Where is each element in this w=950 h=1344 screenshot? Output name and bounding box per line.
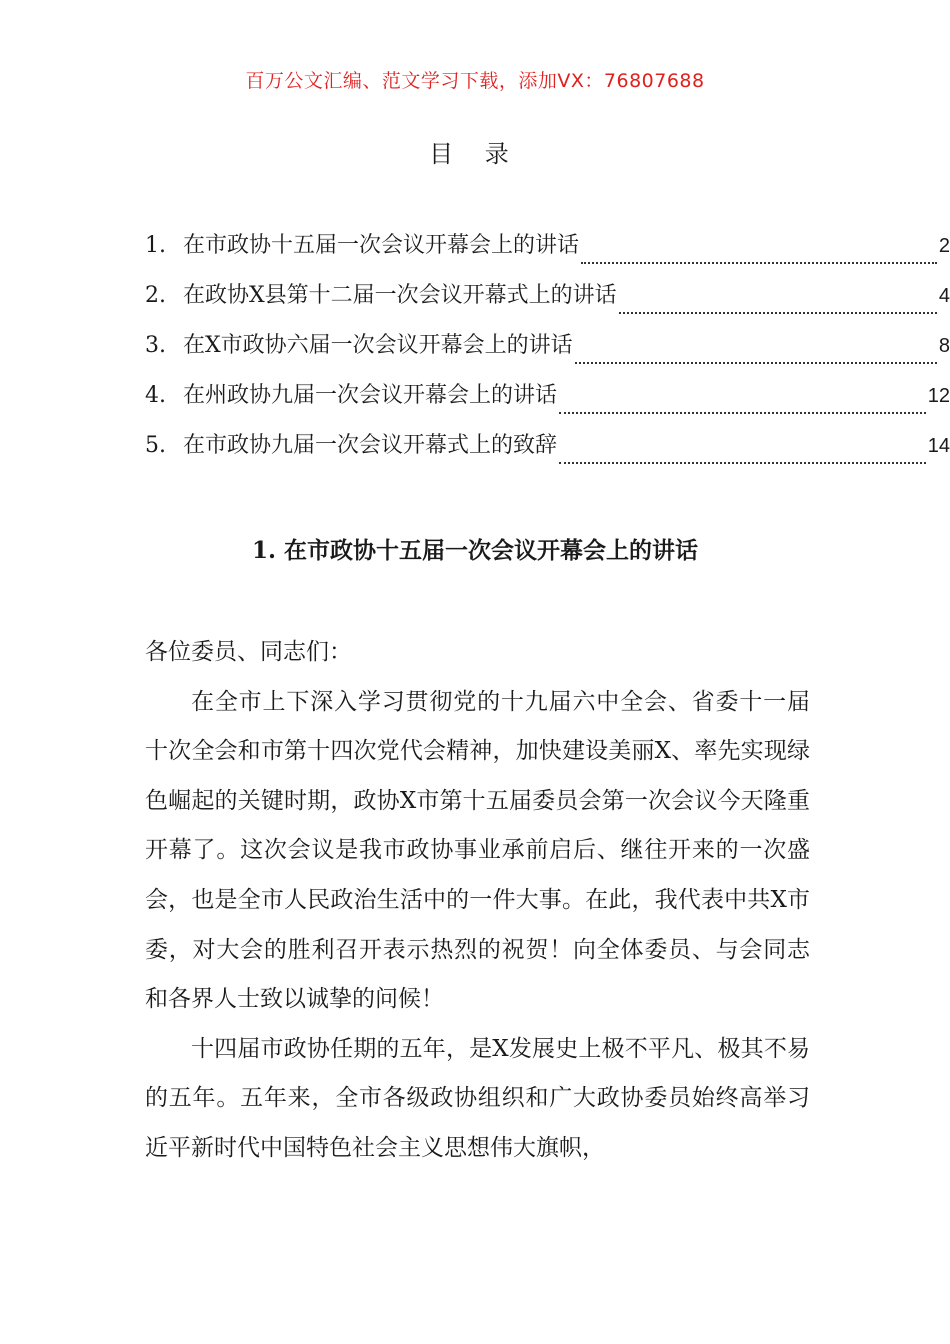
toc-item-number: 4. bbox=[145, 383, 166, 408]
toc-leader-dots bbox=[559, 411, 926, 414]
toc-item-number: 1. bbox=[145, 233, 166, 258]
paragraph-2: 十四届市政协任期的五年，是X发展史上极不平凡、极其不易的五年。五年来，全市各级政协组织和广大政协委员始终高举习近平新时代中国特色社会主义思想伟大旗帜， bbox=[145, 1035, 810, 1161]
toc-leader-dots bbox=[581, 261, 937, 264]
toc-item-page: 14 bbox=[927, 435, 950, 457]
table-of-contents bbox=[145, 228, 950, 478]
toc-item-text: 在X市政协六届一次会议开幕会上的讲话 bbox=[183, 333, 573, 358]
toc-item-3[interactable] bbox=[145, 328, 950, 378]
paragraph-1: 在全市上下深入学习贯彻党的十九届六中全会、省委十一届十次全会和市第十四次党代会精神，加快建设美丽X、率先实现绿色崛起的关键时期，政协X市第十五届委员会第一次会议今天隆重开幕了。这次会议是我市政协事业承前启后、继往开来的一次盛会，也是全市人民政治生活中的一件大事。在此，我代表中共X市委，对大会的胜利召开表示热烈的祝贺！向全体委员、与会同志和各界人士致以诚挚的问候！ bbox=[145, 688, 810, 1013]
toc-item-5[interactable] bbox=[145, 428, 950, 478]
header-banner: 百万公文汇编、范文学习下载，添加VX：76807688 bbox=[245, 70, 705, 92]
toc-item-page: 12 bbox=[927, 385, 950, 407]
toc-item-number: 5. bbox=[145, 433, 166, 458]
toc-leader-dots bbox=[575, 361, 937, 364]
toc-item-text: 在市政协十五届一次会议开幕会上的讲话 bbox=[183, 233, 580, 258]
toc-item-page: 2 bbox=[938, 235, 950, 257]
section-heading: 1. 在市政协十五届一次会议开幕会上的讲话 bbox=[251, 537, 699, 564]
toc-item-text: 在州政协九届一次会议开幕会上的讲话 bbox=[183, 383, 558, 408]
toc-item-page: 8 bbox=[938, 335, 950, 357]
toc-item-2[interactable] bbox=[145, 278, 950, 328]
salutation: 各位委员、同志们： bbox=[145, 639, 352, 665]
toc-title: 目 录 bbox=[429, 140, 521, 168]
toc-item-1[interactable] bbox=[145, 228, 950, 278]
toc-item-4[interactable] bbox=[145, 378, 950, 428]
toc-item-number: 3. bbox=[145, 333, 166, 358]
toc-item-number: 2. bbox=[145, 283, 166, 308]
toc-leader-dots bbox=[619, 311, 937, 314]
toc-leader-dots bbox=[559, 461, 926, 464]
toc-item-page: 4 bbox=[938, 285, 950, 307]
toc-item-text: 在政协X县第十二届一次会议开幕式上的讲话 bbox=[183, 283, 617, 308]
toc-item-text: 在市政协九届一次会议开幕式上的致辞 bbox=[183, 433, 558, 458]
speech-body bbox=[145, 628, 810, 1174]
